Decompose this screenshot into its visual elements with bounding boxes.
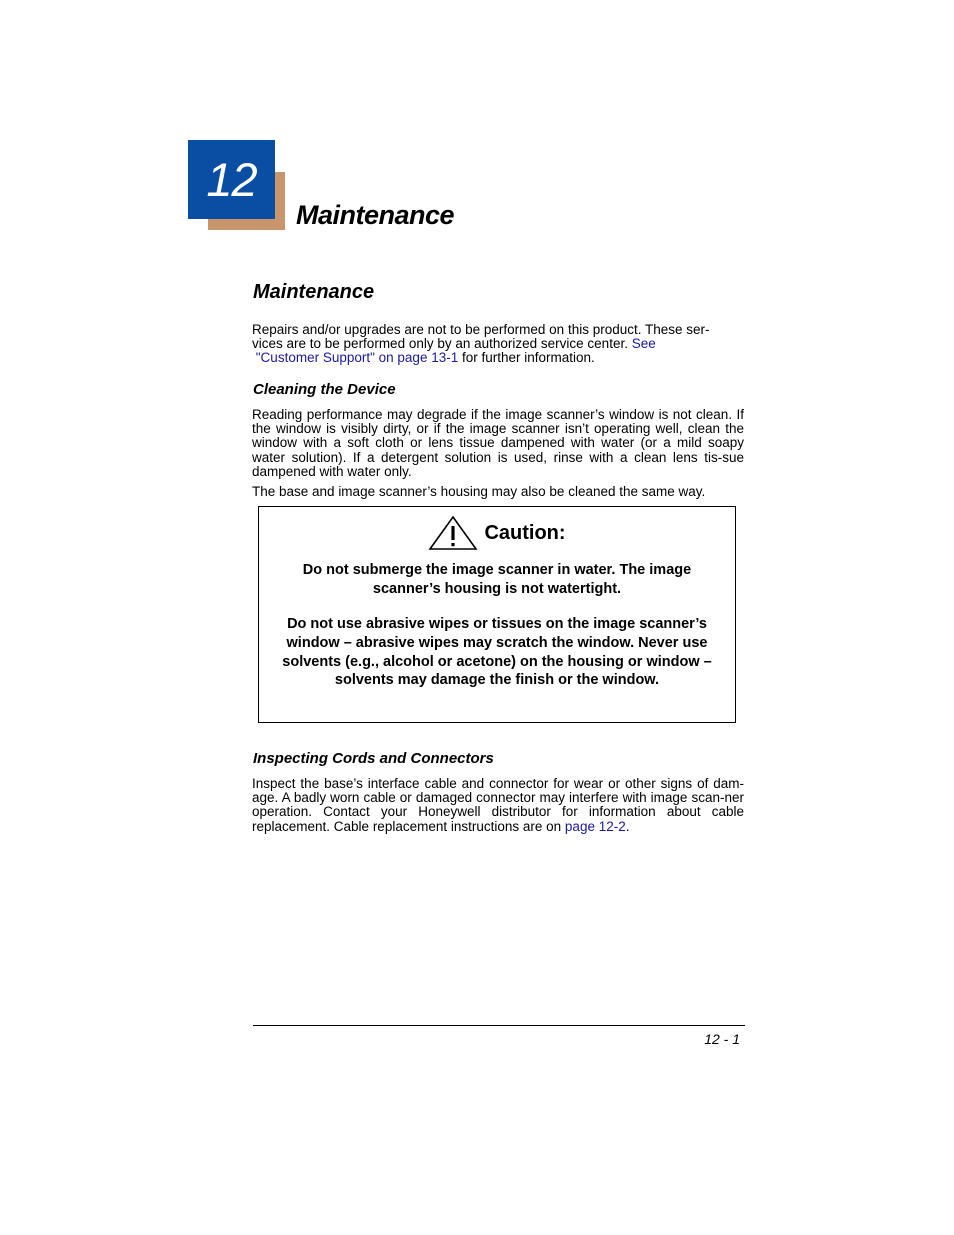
caution-label: Caution: xyxy=(484,521,566,544)
inspecting-text: Inspect the base’s interface cable and connector for wear or other signs of dam-age. A badly worn cable or damaged connector may interfere with image scan-ner operation. Contact your Honeywell distributor for information about cable replacement. Cable replacement instructions are on xyxy=(252,776,744,834)
intro-text-line2: vices are to be performed only by an authorized service center. xyxy=(252,336,632,352)
inspecting-paragraph xyxy=(252,777,744,834)
section-title: Maintenance xyxy=(253,281,375,303)
cleaning-title: Cleaning the Device xyxy=(253,381,396,398)
cleaning-housing-paragraph: The base and image scanner’s housing may also be cleaned the same way. xyxy=(252,484,706,499)
customer-support-link-see[interactable]: See xyxy=(631,336,656,352)
chapter-title: Maintenance xyxy=(296,200,455,230)
page-number: 12 - 1 xyxy=(704,1031,740,1047)
caution-header xyxy=(259,515,735,551)
intro-text-after-link: for further information. xyxy=(458,350,595,366)
cable-replacement-link[interactable]: page 12-2 xyxy=(564,818,626,834)
intro-paragraph xyxy=(252,323,744,366)
intro-text-line1: Repairs and/or upgrades are not to be performed on this product. These ser- xyxy=(252,322,710,337)
caution-text-abrasive: Do not use abrasive wipes or tissues on the image scanner’s window – abrasive wipes may scratch the window. Never use solvents (e.g., alcohol or acetone) on the housing or window – solvents may damage the finish or the window. xyxy=(282,616,712,689)
warning-triangle-icon xyxy=(428,515,478,551)
caution-text-submerge: Do not submerge the image scanner in water. The image scanner’s housing is not watertight. xyxy=(302,562,692,597)
inspecting-text-end: . xyxy=(625,818,630,834)
footer-rule xyxy=(253,1025,745,1026)
chapter-number-badge: 12 xyxy=(188,140,275,219)
cleaning-paragraph: Reading performance may degrade if the image scanner’s window is not clean. If the window is visibly dirty, or if the image scanner isn’t operating well, clean the window with a soft cloth or lens tissue dampened with water (or a mild soapy water solution). If a detergent solution is used, rinse with a clean lens tis-sue dampened with water only. xyxy=(252,407,744,479)
caution-box xyxy=(258,506,736,723)
inspecting-title: Inspecting Cords and Connectors xyxy=(253,750,494,767)
customer-support-link[interactable]: "Customer Support" on page 13-1 xyxy=(255,350,459,366)
